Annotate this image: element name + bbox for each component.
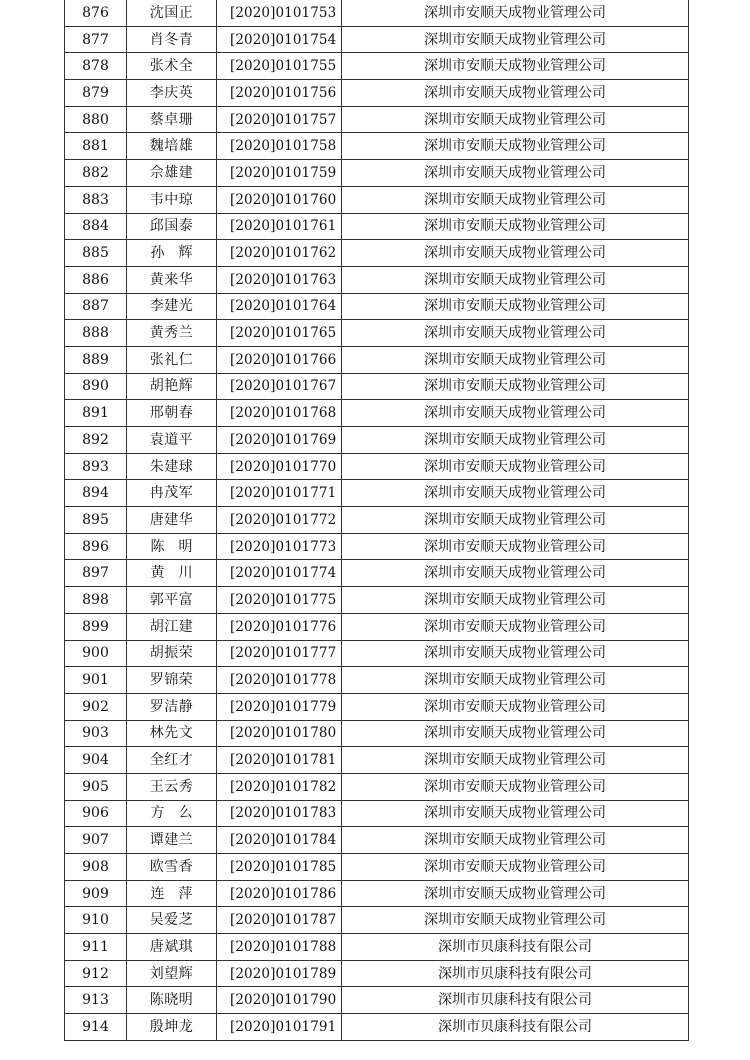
certificate-number-cell: [2020]0101782 xyxy=(217,773,342,800)
person-name-cell: 胡艳辉 xyxy=(127,373,217,400)
company-name-cell: 深圳市安顺天成物业管理公司 xyxy=(342,26,689,53)
certificate-number-cell: [2020]0101761 xyxy=(217,213,342,240)
person-name-cell: 刘望辉 xyxy=(127,960,217,987)
company-name-cell: 深圳市安顺天成物业管理公司 xyxy=(342,320,689,347)
company-name-cell: 深圳市安顺天成物业管理公司 xyxy=(342,667,689,694)
table-row xyxy=(65,587,689,614)
company-name-cell: 深圳市安顺天成物业管理公司 xyxy=(342,827,689,854)
row-number-cell: 912 xyxy=(65,960,127,987)
certificate-number-cell: [2020]0101776 xyxy=(217,613,342,640)
row-number-cell: 884 xyxy=(65,213,127,240)
company-name-cell: 深圳市安顺天成物业管理公司 xyxy=(342,854,689,881)
row-number-cell: 906 xyxy=(65,800,127,827)
person-name-cell: 唐建华 xyxy=(127,507,217,534)
person-name-cell: 邢朝春 xyxy=(127,400,217,427)
certificate-number-cell: [2020]0101756 xyxy=(217,80,342,107)
row-number-cell: 902 xyxy=(65,693,127,720)
certificate-number-cell: [2020]0101781 xyxy=(217,747,342,774)
person-name-cell: 方 么 xyxy=(127,800,217,827)
certificate-number-cell: [2020]0101753 xyxy=(217,0,342,26)
person-name-cell: 李建光 xyxy=(127,293,217,320)
certificate-roster-table xyxy=(64,0,689,1041)
person-name-cell: 谭建兰 xyxy=(127,827,217,854)
person-name-cell: 郭平富 xyxy=(127,587,217,614)
row-number-cell: 888 xyxy=(65,320,127,347)
table-row xyxy=(65,827,689,854)
row-number-cell: 898 xyxy=(65,587,127,614)
certificate-number-cell: [2020]0101762 xyxy=(217,240,342,267)
person-name-cell: 罗锦荣 xyxy=(127,667,217,694)
company-name-cell: 深圳市安顺天成物业管理公司 xyxy=(342,133,689,160)
table-row xyxy=(65,907,689,934)
person-name-cell: 邱国泰 xyxy=(127,213,217,240)
certificate-number-cell: [2020]0101784 xyxy=(217,827,342,854)
table-row xyxy=(65,266,689,293)
table-row xyxy=(65,373,689,400)
person-name-cell: 张术全 xyxy=(127,53,217,80)
table-row xyxy=(65,160,689,187)
table-row xyxy=(65,53,689,80)
certificate-number-cell: [2020]0101771 xyxy=(217,480,342,507)
row-number-cell: 896 xyxy=(65,533,127,560)
row-number-cell: 887 xyxy=(65,293,127,320)
person-name-cell: 连 萍 xyxy=(127,880,217,907)
certificate-number-cell: [2020]0101769 xyxy=(217,427,342,454)
person-name-cell: 唐斌琪 xyxy=(127,934,217,961)
company-name-cell: 深圳市安顺天成物业管理公司 xyxy=(342,800,689,827)
certificate-number-cell: [2020]0101757 xyxy=(217,106,342,133)
table-row xyxy=(65,960,689,987)
person-name-cell: 肖冬青 xyxy=(127,26,217,53)
company-name-cell: 深圳市安顺天成物业管理公司 xyxy=(342,293,689,320)
table-row xyxy=(65,106,689,133)
row-number-cell: 895 xyxy=(65,507,127,534)
company-name-cell: 深圳市安顺天成物业管理公司 xyxy=(342,186,689,213)
table-row xyxy=(65,1014,689,1041)
row-number-cell: 885 xyxy=(65,240,127,267)
row-number-cell: 894 xyxy=(65,480,127,507)
certificate-number-cell: [2020]0101754 xyxy=(217,26,342,53)
certificate-number-cell: [2020]0101765 xyxy=(217,320,342,347)
table-row xyxy=(65,0,689,26)
person-name-cell: 胡振荣 xyxy=(127,640,217,667)
table-row xyxy=(65,854,689,881)
person-name-cell: 黄 川 xyxy=(127,560,217,587)
table-row xyxy=(65,987,689,1014)
person-name-cell: 陈晓明 xyxy=(127,987,217,1014)
row-number-cell: 890 xyxy=(65,373,127,400)
certificate-number-cell: [2020]0101772 xyxy=(217,507,342,534)
company-name-cell: 深圳市安顺天成物业管理公司 xyxy=(342,720,689,747)
row-number-cell: 913 xyxy=(65,987,127,1014)
company-name-cell: 深圳市安顺天成物业管理公司 xyxy=(342,613,689,640)
row-number-cell: 886 xyxy=(65,266,127,293)
table-row xyxy=(65,693,689,720)
table-row xyxy=(65,133,689,160)
company-name-cell: 深圳市安顺天成物业管理公司 xyxy=(342,480,689,507)
row-number-cell: 897 xyxy=(65,560,127,587)
certificate-number-cell: [2020]0101786 xyxy=(217,880,342,907)
certificate-number-cell: [2020]0101767 xyxy=(217,373,342,400)
company-name-cell: 深圳市安顺天成物业管理公司 xyxy=(342,640,689,667)
person-name-cell: 胡江建 xyxy=(127,613,217,640)
certificate-number-cell: [2020]0101785 xyxy=(217,854,342,881)
table-row xyxy=(65,213,689,240)
person-name-cell: 张礼仁 xyxy=(127,346,217,373)
row-number-cell: 914 xyxy=(65,1014,127,1041)
company-name-cell: 深圳市安顺天成物业管理公司 xyxy=(342,427,689,454)
person-name-cell: 冉茂军 xyxy=(127,480,217,507)
person-name-cell: 王云秀 xyxy=(127,773,217,800)
table-row xyxy=(65,533,689,560)
table-row xyxy=(65,427,689,454)
table-row xyxy=(65,773,689,800)
company-name-cell: 深圳市安顺天成物业管理公司 xyxy=(342,587,689,614)
certificate-number-cell: [2020]0101764 xyxy=(217,293,342,320)
certificate-number-cell: [2020]0101774 xyxy=(217,560,342,587)
company-name-cell: 深圳市安顺天成物业管理公司 xyxy=(342,373,689,400)
certificate-number-cell: [2020]0101770 xyxy=(217,453,342,480)
company-name-cell: 深圳市安顺天成物业管理公司 xyxy=(342,560,689,587)
company-name-cell: 深圳市安顺天成物业管理公司 xyxy=(342,213,689,240)
table-row xyxy=(65,880,689,907)
company-name-cell: 深圳市贝康科技有限公司 xyxy=(342,987,689,1014)
certificate-number-cell: [2020]0101760 xyxy=(217,186,342,213)
table-row xyxy=(65,934,689,961)
certificate-number-cell: [2020]0101766 xyxy=(217,346,342,373)
company-name-cell: 深圳市安顺天成物业管理公司 xyxy=(342,693,689,720)
row-number-cell: 909 xyxy=(65,880,127,907)
roster-body xyxy=(65,0,689,1040)
row-number-cell: 907 xyxy=(65,827,127,854)
table-row xyxy=(65,453,689,480)
certificate-number-cell: [2020]0101759 xyxy=(217,160,342,187)
person-name-cell: 黄秀兰 xyxy=(127,320,217,347)
table-row xyxy=(65,240,689,267)
certificate-number-cell: [2020]0101768 xyxy=(217,400,342,427)
company-name-cell: 深圳市安顺天成物业管理公司 xyxy=(342,453,689,480)
company-name-cell: 深圳市贝康科技有限公司 xyxy=(342,934,689,961)
company-name-cell: 深圳市安顺天成物业管理公司 xyxy=(342,507,689,534)
row-number-cell: 882 xyxy=(65,160,127,187)
row-number-cell: 889 xyxy=(65,346,127,373)
company-name-cell: 深圳市安顺天成物业管理公司 xyxy=(342,533,689,560)
certificate-number-cell: [2020]0101780 xyxy=(217,720,342,747)
table-row xyxy=(65,480,689,507)
certificate-number-cell: [2020]0101777 xyxy=(217,640,342,667)
row-number-cell: 881 xyxy=(65,133,127,160)
company-name-cell: 深圳市安顺天成物业管理公司 xyxy=(342,747,689,774)
certificate-number-cell: [2020]0101789 xyxy=(217,960,342,987)
row-number-cell: 892 xyxy=(65,427,127,454)
certificate-number-cell: [2020]0101773 xyxy=(217,533,342,560)
certificate-number-cell: [2020]0101758 xyxy=(217,133,342,160)
person-name-cell: 佘雄建 xyxy=(127,160,217,187)
table-row xyxy=(65,667,689,694)
row-number-cell: 901 xyxy=(65,667,127,694)
table-row xyxy=(65,640,689,667)
company-name-cell: 深圳市安顺天成物业管理公司 xyxy=(342,106,689,133)
row-number-cell: 903 xyxy=(65,720,127,747)
company-name-cell: 深圳市安顺天成物业管理公司 xyxy=(342,346,689,373)
company-name-cell: 深圳市安顺天成物业管理公司 xyxy=(342,53,689,80)
row-number-cell: 883 xyxy=(65,186,127,213)
company-name-cell: 深圳市安顺天成物业管理公司 xyxy=(342,0,689,26)
certificate-number-cell: [2020]0101755 xyxy=(217,53,342,80)
table-row xyxy=(65,80,689,107)
certificate-number-cell: [2020]0101791 xyxy=(217,1014,342,1041)
company-name-cell: 深圳市安顺天成物业管理公司 xyxy=(342,880,689,907)
row-number-cell: 904 xyxy=(65,747,127,774)
table-row xyxy=(65,346,689,373)
table-row xyxy=(65,400,689,427)
row-number-cell: 891 xyxy=(65,400,127,427)
table-row xyxy=(65,747,689,774)
person-name-cell: 林先文 xyxy=(127,720,217,747)
table-row xyxy=(65,613,689,640)
certificate-number-cell: [2020]0101775 xyxy=(217,587,342,614)
table-row xyxy=(65,507,689,534)
company-name-cell: 深圳市贝康科技有限公司 xyxy=(342,960,689,987)
person-name-cell: 魏培雄 xyxy=(127,133,217,160)
row-number-cell: 911 xyxy=(65,934,127,961)
company-name-cell: 深圳市安顺天成物业管理公司 xyxy=(342,907,689,934)
person-name-cell: 朱建球 xyxy=(127,453,217,480)
person-name-cell: 全红才 xyxy=(127,747,217,774)
row-number-cell: 899 xyxy=(65,613,127,640)
certificate-number-cell: [2020]0101788 xyxy=(217,934,342,961)
row-number-cell: 893 xyxy=(65,453,127,480)
row-number-cell: 908 xyxy=(65,854,127,881)
row-number-cell: 878 xyxy=(65,53,127,80)
row-number-cell: 900 xyxy=(65,640,127,667)
table-row xyxy=(65,186,689,213)
table-row xyxy=(65,320,689,347)
table-row xyxy=(65,560,689,587)
person-name-cell: 袁道平 xyxy=(127,427,217,454)
row-number-cell: 876 xyxy=(65,0,127,26)
table-row xyxy=(65,293,689,320)
certificate-number-cell: [2020]0101790 xyxy=(217,987,342,1014)
row-number-cell: 910 xyxy=(65,907,127,934)
company-name-cell: 深圳市安顺天成物业管理公司 xyxy=(342,266,689,293)
certificate-number-cell: [2020]0101778 xyxy=(217,667,342,694)
person-name-cell: 蔡卓珊 xyxy=(127,106,217,133)
company-name-cell: 深圳市贝康科技有限公司 xyxy=(342,1014,689,1041)
certificate-number-cell: [2020]0101787 xyxy=(217,907,342,934)
company-name-cell: 深圳市安顺天成物业管理公司 xyxy=(342,240,689,267)
table-row xyxy=(65,800,689,827)
row-number-cell: 877 xyxy=(65,26,127,53)
company-name-cell: 深圳市安顺天成物业管理公司 xyxy=(342,80,689,107)
row-number-cell: 880 xyxy=(65,106,127,133)
person-name-cell: 孙 辉 xyxy=(127,240,217,267)
table-row xyxy=(65,26,689,53)
certificate-number-cell: [2020]0101763 xyxy=(217,266,342,293)
person-name-cell: 吴爱芝 xyxy=(127,907,217,934)
table-row xyxy=(65,720,689,747)
company-name-cell: 深圳市安顺天成物业管理公司 xyxy=(342,160,689,187)
person-name-cell: 韦中琼 xyxy=(127,186,217,213)
company-name-cell: 深圳市安顺天成物业管理公司 xyxy=(342,400,689,427)
person-name-cell: 沈国正 xyxy=(127,0,217,26)
person-name-cell: 罗洁静 xyxy=(127,693,217,720)
certificate-number-cell: [2020]0101779 xyxy=(217,693,342,720)
company-name-cell: 深圳市安顺天成物业管理公司 xyxy=(342,773,689,800)
person-name-cell: 李庆英 xyxy=(127,80,217,107)
person-name-cell: 欧雪香 xyxy=(127,854,217,881)
certificate-number-cell: [2020]0101783 xyxy=(217,800,342,827)
person-name-cell: 陈 明 xyxy=(127,533,217,560)
person-name-cell: 殷坤龙 xyxy=(127,1014,217,1041)
row-number-cell: 879 xyxy=(65,80,127,107)
person-name-cell: 黄来华 xyxy=(127,266,217,293)
row-number-cell: 905 xyxy=(65,773,127,800)
